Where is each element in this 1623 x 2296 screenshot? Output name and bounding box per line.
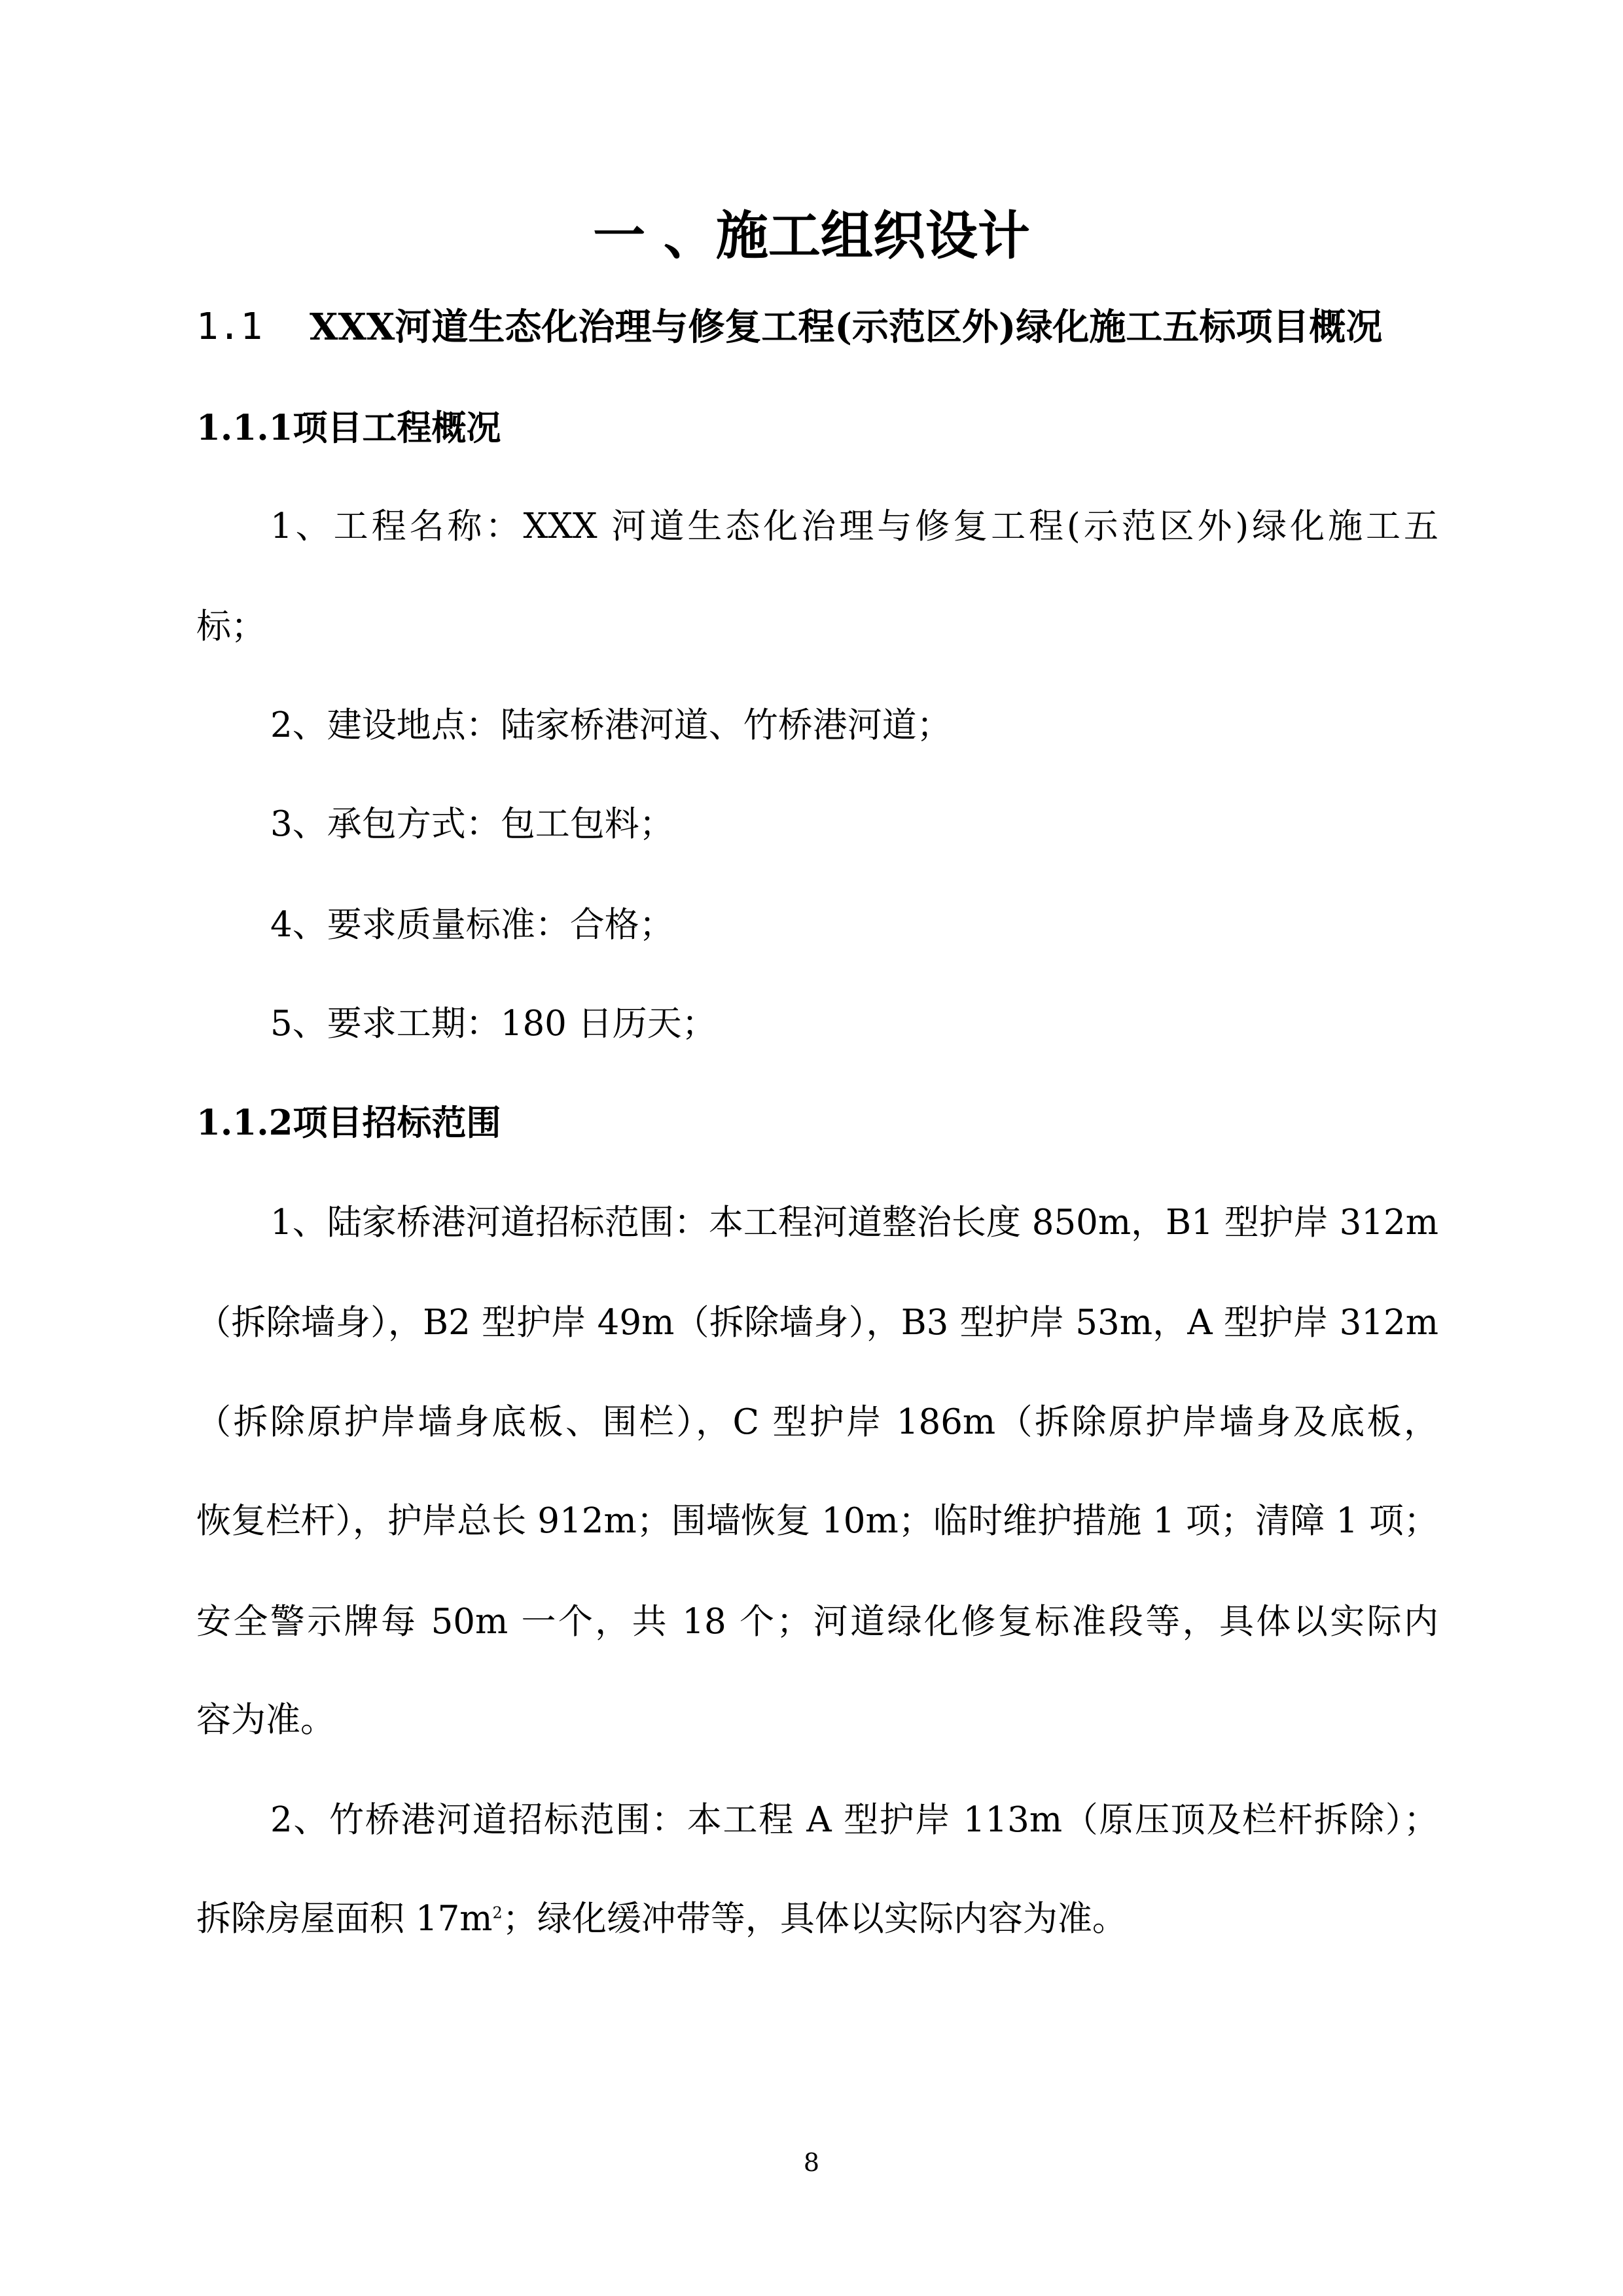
paragraph-line: （拆除墙身），B2 型护岸 49m（拆除墙身），B3 型护岸 53m，A 型护岸 312m — [196, 1303, 1438, 1343]
section-heading — [196, 294, 1433, 360]
paragraph-line — [196, 1869, 1438, 1969]
paragraph-line: 2、建设地点：陆家桥港河道、竹桥港河道； — [270, 705, 952, 745]
document-title: 一 、施工组织设计 — [593, 205, 1030, 266]
page-number: 8 — [803, 2148, 820, 2177]
paragraph-line: 3、承包方式：包工包料； — [270, 804, 674, 844]
paragraph-line: 容为准。 — [196, 1700, 335, 1740]
paragraph-line: 恢复栏杆），护岸总长 912m；围墙恢复 10m；临时维护措施 1 项；清障 1 项； — [196, 1501, 1438, 1541]
paragraph-line: 标； — [196, 607, 266, 646]
text: ；绿化缓冲带等，具体以实际内容为准。 — [502, 1899, 1127, 1939]
paragraph-line: 2、竹桥港河道招标范围：本工程 A 型护岸 113m（原压顶及栏杆拆除）； — [270, 1800, 1438, 1840]
paragraph-line: 1、陆家桥港河道招标范围：本工程河道整治长度 850m，B1 型护岸 312m — [270, 1203, 1438, 1243]
paragraph-line: 4、要求质量标准：合格； — [270, 905, 674, 945]
subsection-heading-1-1-2: 1.1.2项目招标范围 — [196, 1103, 501, 1143]
section-title: XXX河道生态化治理与修复工程(示范区外)绿化施工五标项目概况 — [310, 306, 1383, 349]
subsection-heading-1-1-1: 1.1.1项目工程概况 — [196, 408, 501, 448]
text: 拆除房屋面积 17m — [196, 1899, 493, 1939]
section-number: 1.1 — [196, 306, 263, 348]
superscript: 2 — [492, 1903, 503, 1922]
paragraph-line: 安全警示牌每 50m 一个，共 18 个；河道绿化修复标准段等，具体以实际内 — [196, 1602, 1438, 1642]
paragraph-line: 5、要求工期：180 日历天； — [270, 1004, 717, 1044]
paragraph-line: 1、工程名称：XXX 河道生态化治理与修复工程(示范区外)绿化施工五 — [270, 506, 1438, 546]
paragraph-line: （拆除原护岸墙身底板、围栏），C 型护岸 186m（拆除原护岸墙身及底板， — [196, 1402, 1438, 1442]
